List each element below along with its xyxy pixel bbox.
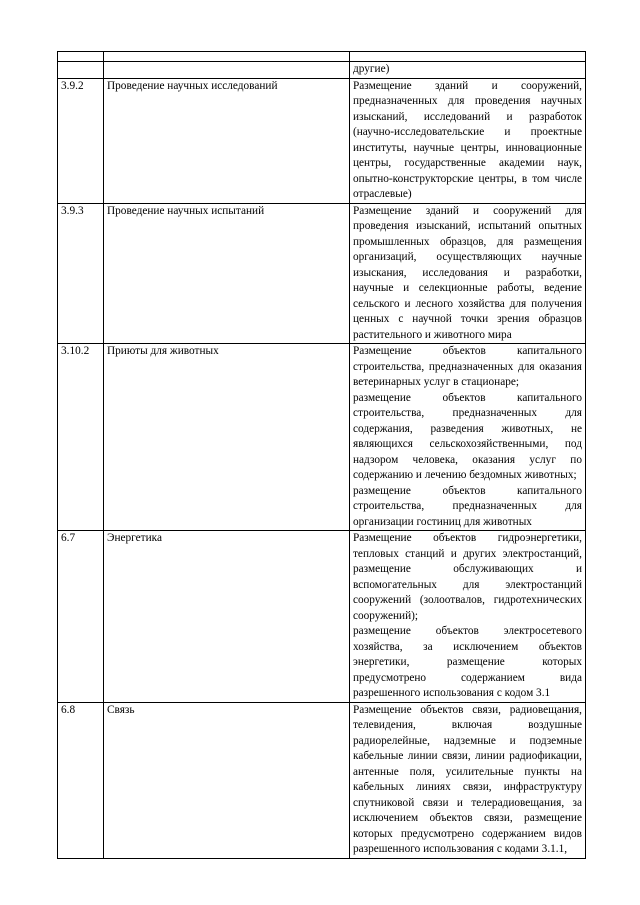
- description-text: размещение объектов капитального строительства, предназначенных для организации гостиниц для животных: [353, 484, 582, 528]
- description-text: размещение объектов электросетевого хозяйства, за исключением объектов энергетики, размещение которых предусмотрено содержанием вида разрешенного использования с кодом 3.1: [353, 625, 582, 699]
- code-cell: 3.10.2: [58, 344, 104, 531]
- description-cell: [350, 531, 586, 703]
- name-cell: [104, 52, 350, 62]
- table-row: [58, 531, 586, 703]
- description-text: Размещение объектов связи, радиовещания, телевидения, включая воздушные радиорелейные, надземные и подземные кабельные линии связи, линии радиофикации, антенные поля, усилительные пункты на кабельных линиях связи, инфраструктуру спутниковой связи и телерадиовещания, за исключением объектов связи, размещение которых предусмотрено содержанием видов разрешенного использования с кодами 3.1.1,: [353, 703, 582, 855]
- table-top-row: [58, 52, 586, 62]
- description-text: Размещение зданий и сооружений для проведения изысканий, испытаний опытных промышленных образцов, для размещения организаций, осуществляющих научные изыскания, исследования и разработки, научные и селекционные работы, ведение сельского и лесного хозяйства для получения ценных с научной точки зрения образцов растительного и животного мира: [353, 204, 582, 341]
- description-cell: [350, 78, 586, 203]
- name-cell: Энергетика: [104, 531, 350, 703]
- name-cell: [104, 62, 350, 79]
- table-row: [58, 62, 586, 79]
- description-text: Размещение объектов капитального строительства, предназначенных для оказания ветеринарных услуг в стационаре;: [353, 345, 582, 388]
- code-cell: 6.8: [58, 702, 104, 858]
- table-row: [58, 344, 586, 531]
- land-use-table: [57, 51, 586, 859]
- table-row: [58, 702, 586, 858]
- description-cell: [350, 62, 586, 79]
- code-cell: 3.9.3: [58, 203, 104, 344]
- description-text: Размещение зданий и сооружений, предназначенных для проведения научных изысканий, исследований и разработок (научно-исследовательские и проектные институты, научные центры, инновационные центры, государственные академии наук, опытно-конструкторские центры, в том числе отраслевые): [353, 79, 582, 200]
- code-cell: [58, 62, 104, 79]
- name-cell: Проведение научных исследований: [104, 78, 350, 203]
- code-cell: 3.9.2: [58, 78, 104, 203]
- code-cell: 6.7: [58, 531, 104, 703]
- table-row: [58, 203, 586, 344]
- name-cell: Приюты для животных: [104, 344, 350, 531]
- description-cell: [350, 203, 586, 344]
- code-cell: [58, 52, 104, 62]
- name-cell: Проведение научных испытаний: [104, 203, 350, 344]
- description-cell: [350, 702, 586, 858]
- description-text: другие): [353, 63, 390, 75]
- table-row: [58, 78, 586, 203]
- description-text: Размещение объектов гидроэнергетики, тепловых станций и других электростанций, размещение обслуживающих и вспомогательных для электростанций сооружений (золоотвалов, гидротехнических сооружений);: [353, 532, 582, 622]
- name-cell: Связь: [104, 702, 350, 858]
- description-cell: [350, 52, 586, 62]
- description-text: размещение объектов капитального строительства, предназначенных для содержания, разведения животных, не являющихся сельскохозяйственными, под надзором человека, оказания услуг по содержанию и лечению бездомных животных;: [353, 391, 582, 481]
- description-cell: [350, 344, 586, 531]
